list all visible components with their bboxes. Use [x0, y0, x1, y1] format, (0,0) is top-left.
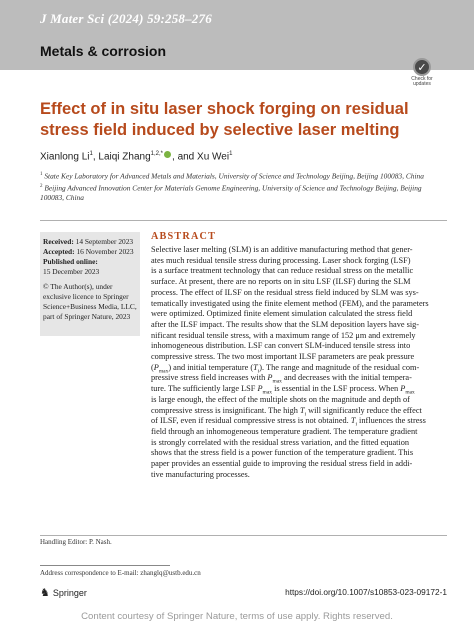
publisher-name: Springer: [52, 587, 87, 598]
handling-editor: Handling Editor: P. Nash.: [40, 538, 112, 546]
bookmark-icon: ✓: [413, 58, 431, 76]
journal-name: J Mater Sci: [40, 11, 105, 26]
publisher-logo[interactable]: [40, 586, 87, 599]
abstract-heading: ABSTRACT: [151, 231, 217, 242]
author-name[interactable]: and Xu Wei: [177, 151, 230, 163]
springer-horse-icon: ♞: [40, 586, 50, 599]
divider: [40, 220, 447, 221]
check-for-updates-badge[interactable]: [407, 58, 437, 90]
journal-citation: [40, 11, 212, 27]
doi-link[interactable]: https://doi.org/10.1007/s10853-023-09172-1: [285, 587, 447, 597]
section-label: Metals & corrosion: [40, 43, 167, 59]
author-name[interactable]: Laiqi Zhang: [98, 151, 151, 163]
affiliation-1: $^1$ State Key Laboratory for Advanced Metals and Materials, University of Science and Technology Beijing, Beijing 100083, China: [40, 171, 424, 181]
footnote-rule: [40, 565, 170, 566]
licence-text: © The Author(s), under exclusive licence to Springer Science+Business Media, LLC, part of Springer Nature, 2023: [43, 282, 137, 321]
divider: [40, 535, 447, 536]
author-list: Xianlong Li$^1$, Laiqi Zhang$^{1,2,*}$ , and Xu Wei$^1$: [40, 151, 233, 163]
affiliation-2: $^2$ Beijing Advanced Innovation Center for Materials Genome Engineering, University of Science and Technology Beijing, Beijing 100083, China: [40, 183, 422, 203]
author-name[interactable]: Xianlong Li: [40, 151, 90, 163]
abstract-body: Selective laser melting (SLM) is an additive manufacturing method that gener- ates much residual tensile stress during processing. Laser shock forging (LSF) is a surface treatment technology that can reduce residual stress on the metallic surface. At present, there are no reports on in situ LSF (ILSF) during the SLM process. The effect of ILSF on the residual stress field induced by SLM was sys- tematically investigated using the finite element method (FEM), and the parameters were optimized. Optimized finite element simulation calculated the stress field after the ILSF impact. The results show that the SLM deposition layers have sig- nificant residual tensile stress, with a maximum range of 152 μm and extremely inhomogeneous distribution. LSF can convert SLM-induced tensile stress into compressive stress. The two most important ILSF parameters are peak pressure $(P_{max})$ and initial temperature $(T_i)$. The range and magnitude of the residual com- pressive stress field increases with $P_{max}$ and decreases with the initial tempera- ture. The sufficiently large LSF $P_{max}$ is essential in the LSF process. When $P_{max}$ is large enough, the effect of the multiple shots on the magnitude and depth of compressive stress is insignificant. The high $T_i$ will significantly reduce the effect of ILSF, even if residual compressive stress is not obtained. $T_i$ influences the stress field through an inhomogeneous temperature gradient. The temperature gradient is strongly correlated with the residual stress variation, and the fitted equation shows that the stress field is a power function of the temperature gradient. This paper provides an essential guide to improving the residual stress field in addi- tive manufacturing processes.: [151, 245, 429, 479]
courtesy-notice: Content courtesy of Springer Nature, terms of use apply. Rights reserved.: [81, 611, 393, 622]
orcid-icon[interactable]: [164, 151, 171, 158]
check-updates-label: Check for updates: [411, 76, 433, 87]
article-history-sidebar: Received: 14 September 2023 Accepted: 16 November 2023 Published online: 15 December 2023 © The Author(s), under exclusive licence to Springer Science+Business Media, LLC, part of Springer Nature, 2023: [40, 232, 140, 336]
correspondence[interactable]: Address correspondence to E-mail: zhanglq@ustb.edu.cn: [40, 569, 201, 577]
journal-volume: (2024) 59:258–276: [107, 11, 212, 26]
article-title: Effect of in situ laser shock forging on residual stress field induced by selective laser melting: [40, 100, 409, 139]
